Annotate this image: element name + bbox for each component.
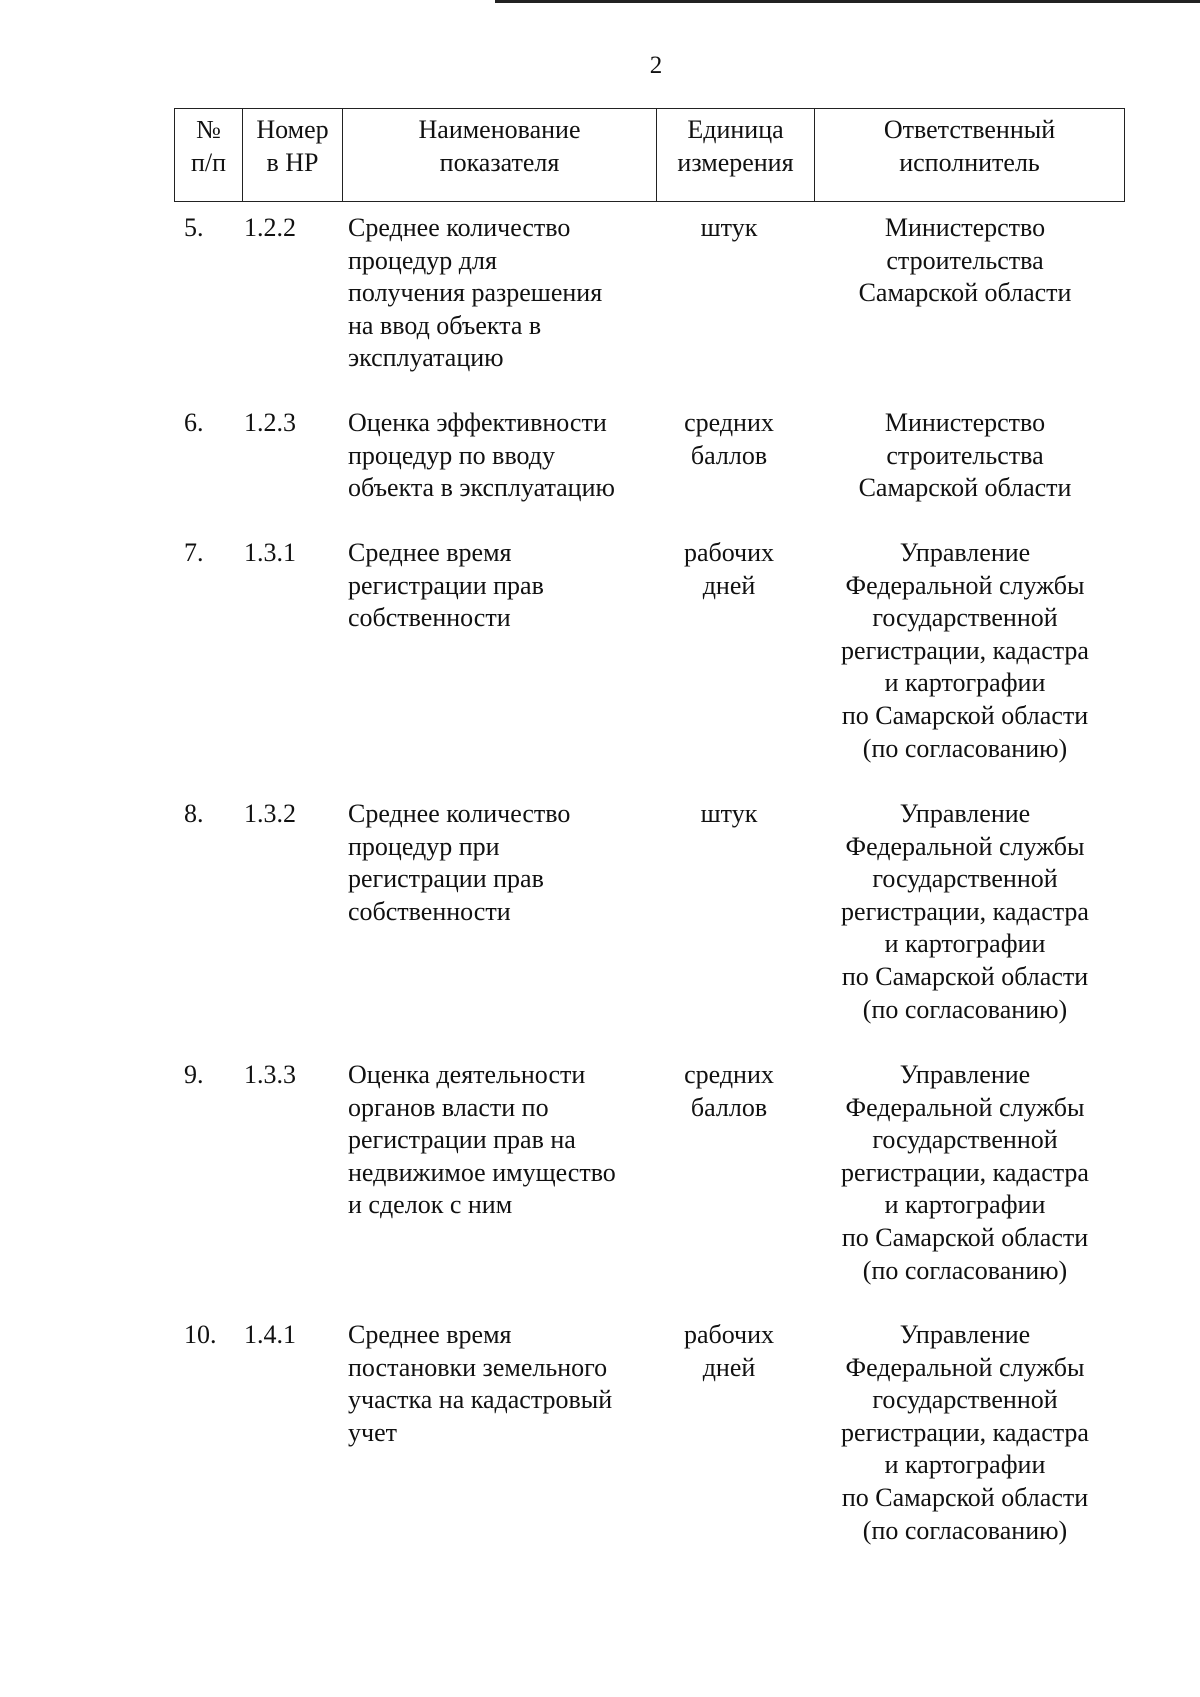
measurement-unit	[660, 798, 798, 831]
indicator-name-line: учет	[348, 1417, 397, 1447]
indicator-name-line: процедур для	[348, 245, 497, 275]
header-cell-num	[175, 109, 243, 202]
indicator-name-line: Среднее количество	[348, 799, 571, 828]
responsible-party	[812, 1059, 1118, 1287]
row-number-text: 5.	[184, 213, 204, 242]
indicator-name-line: недвижимое имущество	[348, 1157, 616, 1187]
row-code-text: 1.3.1	[244, 538, 296, 567]
header-cell-resp	[815, 109, 1125, 202]
responsible-party-line: регистрации, кадастра	[841, 896, 1089, 926]
header-text: в НР	[266, 148, 319, 177]
measurement-unit-line: баллов	[690, 440, 768, 470]
responsible-party	[812, 798, 1118, 1026]
indicator-name	[348, 1319, 658, 1449]
responsible-party-line: и картографии	[884, 1450, 1046, 1480]
header-text: Ответственный	[883, 115, 1056, 144]
indicator-name-line: собственности	[348, 896, 511, 926]
row-number	[184, 212, 230, 245]
row-number	[184, 1319, 230, 1352]
responsible-party-line: Федеральной службы	[845, 1352, 1085, 1382]
header-cell-name	[343, 109, 657, 202]
responsible-party-line: регистрации, кадастра	[841, 1417, 1089, 1447]
indicator-name-line: на ввод объекта в	[348, 310, 542, 340]
top-rule	[495, 0, 1200, 3]
indicator-name-line: участка на кадастровый	[348, 1385, 613, 1415]
header-text: Номер	[256, 115, 329, 144]
row-code	[244, 798, 334, 831]
responsible-party-line: государственной	[872, 864, 1058, 894]
responsible-party-line: и картографии	[884, 1190, 1046, 1220]
measurement-unit	[660, 1319, 798, 1384]
responsible-party-line: государственной	[872, 1125, 1058, 1155]
row-code	[244, 407, 334, 440]
responsible-party-line: (по согласованию)	[862, 733, 1068, 763]
row-number	[184, 407, 230, 440]
row-number-text: 9.	[184, 1060, 204, 1089]
header-text: исполнитель	[899, 148, 1040, 177]
responsible-party	[812, 1319, 1118, 1547]
header-cell-code	[243, 109, 343, 202]
measurement-unit-line: рабочих	[683, 538, 775, 567]
indicator-name-line: эксплуатацию	[348, 343, 504, 373]
responsible-party-line: регистрации, кадастра	[841, 635, 1089, 665]
indicator-name-line: Среднее время	[348, 538, 512, 567]
row-number	[184, 798, 230, 831]
row-code-text: 1.4.1	[244, 1320, 296, 1349]
indicator-name	[348, 407, 658, 505]
responsible-party-line: Управление	[899, 799, 1031, 828]
row-code-text: 1.2.2	[244, 213, 296, 242]
page-number-text: 2	[649, 52, 663, 79]
header-row	[175, 109, 1125, 202]
header-text: измерения	[677, 148, 794, 177]
responsible-party-line: Министерство	[884, 213, 1046, 242]
header-text: п/п	[190, 148, 227, 177]
indicator-name	[348, 212, 658, 375]
indicator-name-line: объекта в эксплуатацию	[348, 473, 615, 503]
indicator-name-line: процедур по вводу	[348, 440, 556, 470]
indicator-name-line: Среднее количество	[348, 213, 571, 242]
row-code	[244, 1319, 334, 1352]
responsible-party	[812, 537, 1118, 765]
measurement-unit-line: дней	[702, 1352, 756, 1382]
indicator-name	[348, 798, 658, 928]
responsible-party-line: государственной	[872, 1385, 1058, 1415]
responsible-party	[812, 407, 1118, 505]
measurement-unit-line: средних	[684, 1060, 774, 1089]
indicator-name	[348, 1059, 658, 1222]
header-text: показателя	[439, 148, 560, 177]
row-number-text: 6.	[184, 408, 204, 437]
measurement-unit	[660, 407, 798, 472]
measurement-unit-line: дней	[702, 570, 756, 600]
responsible-party-line: Федеральной службы	[845, 570, 1085, 600]
row-code	[244, 537, 334, 570]
measurement-unit-line: штук	[700, 799, 758, 828]
measurement-unit	[660, 212, 798, 245]
indicator-name-line: регистрации прав	[348, 864, 544, 894]
responsible-party-line: по Самарской области	[841, 700, 1089, 730]
measurement-unit	[660, 1059, 798, 1124]
table-header	[174, 108, 1125, 202]
responsible-party-line: (по согласованию)	[862, 1515, 1068, 1545]
responsible-party-line: Управление	[899, 538, 1031, 567]
row-code-text: 1.3.2	[244, 799, 296, 828]
indicator-name-line: процедур при	[348, 831, 500, 861]
indicator-name-line: получения разрешения	[348, 278, 603, 308]
indicator-name-line: Оценка эффективности	[348, 408, 607, 437]
indicator-name-line: регистрации прав на	[348, 1125, 576, 1155]
header-text: Единица	[687, 115, 784, 144]
responsible-party-line: по Самарской области	[841, 1482, 1089, 1512]
responsible-party-line: строительства	[886, 245, 1044, 275]
header-text: №	[196, 115, 221, 144]
responsible-party-line: Федеральной службы	[845, 1092, 1085, 1122]
responsible-party-line: по Самарской области	[841, 1222, 1089, 1252]
responsible-party	[812, 212, 1118, 310]
responsible-party-line: Федеральной службы	[845, 831, 1085, 861]
header-cell-unit	[657, 109, 815, 202]
row-code-text: 1.2.3	[244, 408, 296, 437]
responsible-party-line: Управление	[899, 1320, 1031, 1349]
indicator-name-line: Оценка деятельности	[348, 1060, 586, 1089]
responsible-party-line: строительства	[886, 440, 1044, 470]
indicator-name	[348, 537, 658, 635]
responsible-party-line: государственной	[872, 603, 1058, 633]
responsible-party-line: Управление	[899, 1060, 1031, 1089]
responsible-party-line: (по согласованию)	[862, 994, 1068, 1024]
indicator-name-line: собственности	[348, 603, 511, 633]
row-number-text: 7.	[184, 538, 204, 567]
responsible-party-line: и картографии	[884, 668, 1046, 698]
row-number	[184, 1059, 230, 1092]
measurement-unit	[660, 537, 798, 602]
indicator-name-line: постановки земельного	[348, 1352, 608, 1382]
responsible-party-line: по Самарской области	[841, 961, 1089, 991]
row-code-text: 1.3.3	[244, 1060, 296, 1089]
indicator-name-line: Среднее время	[348, 1320, 512, 1349]
row-number-text: 8.	[184, 799, 204, 828]
responsible-party-line: и картографии	[884, 929, 1046, 959]
measurement-unit-line: рабочих	[683, 1320, 775, 1349]
responsible-party-line: регистрации, кадастра	[841, 1157, 1089, 1187]
row-number	[184, 537, 230, 570]
responsible-party-line: Министерство	[884, 408, 1046, 437]
indicator-name-line: органов власти по	[348, 1092, 549, 1122]
indicator-name-line: и сделок с ним	[348, 1190, 513, 1220]
responsible-party-line: (по согласованию)	[862, 1255, 1068, 1285]
page-number	[0, 52, 1200, 80]
measurement-unit-line: средних	[684, 408, 774, 437]
responsible-party-line: Самарской области	[858, 473, 1072, 503]
header-text: Наименование	[418, 115, 581, 144]
responsible-party-line: Самарской области	[858, 278, 1072, 308]
row-number-text: 10.	[184, 1320, 217, 1349]
measurement-unit-line: баллов	[690, 1092, 768, 1122]
row-code	[244, 1059, 334, 1092]
indicator-name-line: регистрации прав	[348, 570, 544, 600]
row-code	[244, 212, 334, 245]
measurement-unit-line: штук	[700, 213, 758, 242]
